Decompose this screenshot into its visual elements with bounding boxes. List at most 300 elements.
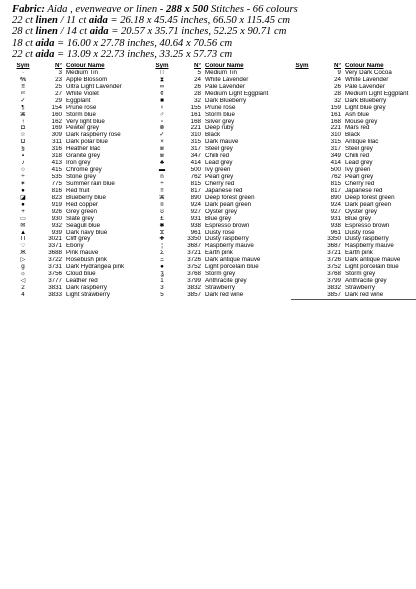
- thread-number: 168: [330, 118, 341, 125]
- table-row: [291, 105, 416, 112]
- stitch-symbol: [291, 236, 313, 243]
- stitch-symbol: ⧗: [159, 76, 165, 83]
- table-row: [291, 132, 416, 139]
- thread-number: 317: [330, 146, 341, 153]
- table-row: [291, 216, 416, 223]
- colour-name: Pearl grey: [205, 174, 234, 181]
- colour-name: Leather red: [66, 278, 98, 285]
- thread-number: 3371: [48, 243, 62, 250]
- table-row: [291, 188, 416, 195]
- colour-name: Heather lilac: [66, 146, 101, 153]
- size-line-28ct-linen: [12, 26, 410, 37]
- stitch-symbol: ♀: [159, 104, 165, 111]
- table-row: [12, 112, 140, 119]
- stitch-symbol: ¤: [160, 201, 164, 208]
- table-row: [291, 250, 416, 257]
- colour-name: Chrome grey: [66, 167, 102, 174]
- colour-name: Dark pearl green: [205, 201, 252, 208]
- thread-number: 924: [330, 201, 341, 208]
- colour-name: Light blue grey: [345, 104, 386, 111]
- table-row: [12, 236, 140, 243]
- thread-number: 221: [330, 125, 341, 132]
- stitch-symbol: [291, 112, 313, 119]
- thread-number: 3350: [187, 236, 201, 243]
- thread-number: 931: [330, 215, 341, 222]
- colour-name: Raspberry mauve: [205, 243, 254, 250]
- table-row: [291, 84, 416, 91]
- colour-name: Storm grey: [205, 271, 236, 278]
- colour-name: Deep forest green: [345, 194, 395, 201]
- colour-name: Silver grey: [205, 118, 235, 125]
- fabric-header: [12, 4, 410, 60]
- column-header-row: [12, 63, 140, 70]
- stitch-symbol: ñ: [160, 174, 164, 181]
- thread-number: 32: [194, 97, 201, 104]
- stitch-symbol: [291, 278, 313, 285]
- stitch-symbol: ●: [21, 201, 25, 208]
- colour-name: Chilli red: [205, 153, 230, 160]
- thread-number: 3721: [327, 250, 341, 257]
- table-row: [151, 202, 279, 209]
- size-dimensions: = 16.00 x 27.78 inches, 40.64 x 70.56 cm: [54, 37, 233, 49]
- colour-name: Steel grey: [345, 146, 373, 153]
- thread-number: 24: [334, 76, 341, 83]
- colour-name: Iron grey: [66, 160, 91, 167]
- stitch-symbol: ×: [160, 139, 164, 146]
- thread-number: 816: [51, 187, 62, 194]
- stitch-symbol: ▬: [158, 167, 166, 174]
- colour-name: Seagull blue: [66, 222, 101, 229]
- table-row: [12, 230, 140, 237]
- thread-number: 3833: [48, 291, 62, 298]
- colour-name: Light porcelain blue: [345, 264, 399, 271]
- colour-name: White Lavender: [345, 76, 389, 83]
- thread-number: 3726: [327, 257, 341, 264]
- thread-number: 3350: [327, 236, 341, 243]
- stitch-symbol: ∞: [159, 83, 165, 90]
- colour-name: Ivy green: [205, 167, 231, 174]
- colour-name: Granite grey: [66, 153, 101, 160]
- table-row: [151, 112, 279, 119]
- stitch-symbol: 1: [160, 278, 164, 285]
- colour-name: Medium Tin: [66, 69, 98, 76]
- thread-number: 3799: [187, 278, 201, 285]
- colour-name: Strawberry: [345, 285, 375, 292]
- stitch-symbol: Ж: [20, 250, 26, 257]
- stitch-symbol: ʊ: [160, 208, 164, 215]
- thread-number: 3687: [327, 243, 341, 250]
- table-row: [151, 264, 279, 271]
- colour-name: Red fruit: [66, 187, 90, 194]
- thread-number: 762: [190, 174, 201, 181]
- colour-rows: [12, 70, 140, 299]
- colour-name: Dark Blueberry: [345, 97, 387, 104]
- colour-name: Black: [205, 132, 221, 139]
- stitch-symbol: ⧖: [159, 229, 165, 236]
- stitch-symbol: ✚: [159, 236, 165, 243]
- thread-number: 3831: [48, 285, 62, 292]
- thread-number: 3021: [48, 236, 62, 243]
- table-row: [291, 119, 416, 126]
- stitch-symbol: ✓: [20, 97, 26, 104]
- colour-name-header: Colour Name: [205, 63, 244, 70]
- table-row: [151, 84, 279, 91]
- thread-number: 817: [330, 187, 341, 194]
- thread-number: 500: [330, 167, 341, 174]
- colour-name: Deep ruby: [205, 125, 234, 132]
- colour-name: Cliff grey: [66, 236, 91, 243]
- table-row: [151, 167, 279, 174]
- thread-number: 3: [58, 69, 62, 76]
- table-row: [291, 230, 416, 237]
- colour-name: Very Dark Cocoa: [345, 69, 392, 76]
- size-dimensions: = 20.57 x 35.71 inches, 52.25 x 90.71 cm: [108, 26, 287, 38]
- table-row: [151, 98, 279, 105]
- table-row: [12, 139, 140, 146]
- stitch-symbol: [291, 209, 313, 216]
- stitch-symbol: ■: [160, 97, 164, 104]
- table-row: [151, 153, 279, 160]
- colour-name: Earth pink: [205, 250, 233, 257]
- thread-number: 815: [330, 180, 341, 187]
- thread-number: 168: [190, 118, 201, 125]
- stitch-symbol: [291, 188, 313, 195]
- table-row: [12, 77, 140, 84]
- colour-name: Dark antique mauve: [205, 257, 261, 264]
- colour-name: Dark mauve: [205, 139, 239, 146]
- colour-name: Chilli red: [345, 153, 370, 160]
- table-row: [12, 195, 140, 202]
- table-row: [151, 132, 279, 139]
- thread-number: 161: [330, 111, 341, 118]
- colour-name: Steel grey: [205, 146, 233, 153]
- stitch-symbol: ♡: [20, 243, 26, 250]
- thread-number: 315: [190, 139, 201, 146]
- stitch-count: 288 x 500: [165, 4, 209, 15]
- colour-name: Mouse grey: [345, 118, 378, 125]
- colour-name: Lead grey: [205, 160, 233, 167]
- thread-number: 932: [51, 222, 62, 229]
- stitch-symbol: Π: [20, 236, 26, 243]
- stitch-symbol: Ω: [20, 139, 26, 146]
- table-row: [12, 250, 140, 257]
- table-row: [291, 174, 416, 181]
- colour-name: Summer rain blue: [66, 180, 115, 187]
- stitch-symbol: ✓: [159, 132, 165, 139]
- stitch-symbol: [291, 91, 313, 98]
- table-row: [291, 98, 416, 105]
- table-row: [12, 153, 140, 160]
- thread-number: 3688: [48, 250, 62, 257]
- colour-name: Pewter grey: [66, 125, 100, 132]
- column-header-row: [291, 63, 416, 70]
- thread-number: 938: [190, 222, 201, 229]
- colour-name: Espresso brown: [205, 222, 250, 229]
- colour-rows: [151, 70, 279, 299]
- stitch-symbol: [291, 223, 313, 230]
- table-row: [291, 160, 416, 167]
- colour-name: Medium Light Eggplant: [205, 90, 269, 97]
- table-row: [151, 160, 279, 167]
- table-row: [12, 278, 140, 285]
- colour-name-header: Colour Name: [66, 63, 105, 70]
- table-row: [12, 132, 140, 139]
- stitch-symbol: ※: [159, 153, 165, 160]
- size-count: 18 ct: [12, 37, 36, 49]
- size-count-alt: / 14 ct: [57, 26, 90, 38]
- colour-name: Very light blue: [66, 118, 105, 125]
- colour-name: Espresso brown: [345, 222, 390, 229]
- stitch-symbol: 2: [21, 285, 25, 292]
- stitch-symbol: !!: [160, 187, 164, 194]
- table-row: [151, 250, 279, 257]
- thread-number: 890: [330, 194, 341, 201]
- thread-number: 927: [330, 208, 341, 215]
- thread-number: 3857: [327, 291, 341, 298]
- stitch-symbol: ¦: [161, 243, 163, 250]
- colour-name: Pale Lavender: [205, 83, 245, 90]
- stitch-symbol: 3: [160, 285, 164, 292]
- stitch-symbol: [291, 153, 313, 160]
- thread-number: 823: [51, 194, 62, 201]
- stitch-symbol: [291, 139, 313, 146]
- stitch-symbol: Ξ: [159, 257, 165, 264]
- colour-name: Dark polar blue: [66, 139, 108, 146]
- colour-name: Raspberry mauve: [345, 243, 394, 250]
- size-count: 22 ct: [12, 48, 36, 60]
- table-row: [291, 257, 416, 264]
- table-row: [151, 91, 279, 98]
- colour-name: Light strawberry: [66, 291, 111, 298]
- table-row: [151, 181, 279, 188]
- thread-number: 815: [190, 180, 201, 187]
- thread-number: 3768: [327, 271, 341, 278]
- thread-number: 3722: [48, 257, 62, 264]
- table-row: [151, 278, 279, 285]
- table-row: [151, 119, 279, 126]
- table-row: [291, 202, 416, 209]
- thread-number: 349: [330, 153, 341, 160]
- stitch-symbol: ▭: [20, 215, 26, 222]
- colour-name: Antique lilac: [345, 139, 379, 146]
- stitch-symbol: [291, 160, 313, 167]
- colour-name: Earth pink: [345, 250, 373, 257]
- colour-name: Apple Blossom: [66, 76, 108, 83]
- thread-number: 162: [51, 118, 62, 125]
- table-row: [12, 70, 140, 77]
- colour-name: Dark Blueberry: [205, 97, 247, 104]
- colour-name: Grey green: [66, 208, 97, 215]
- stitch-symbol: [291, 285, 313, 292]
- stitch-symbol: ∷: [160, 69, 164, 76]
- table-row: [291, 292, 416, 300]
- table-row: [12, 125, 140, 132]
- colour-name: Dark navy blue: [66, 229, 108, 236]
- table-row: [12, 98, 140, 105]
- colour-name: Anthracite grey: [205, 278, 247, 285]
- size-count: 22 ct: [12, 15, 36, 27]
- thread-number: 309: [51, 132, 62, 139]
- stitch-symbol: [291, 70, 313, 77]
- colour-name: Ivy green: [345, 167, 371, 174]
- colour-name: Storm blue: [205, 111, 235, 118]
- colour-name: Dusty raspberry: [205, 236, 249, 243]
- stitch-symbol: ·: [21, 69, 25, 76]
- thread-number: 26: [194, 83, 201, 90]
- thread-number: 24: [194, 76, 201, 83]
- stitch-symbol: ✶: [20, 180, 26, 187]
- colour-name: Slate grey: [66, 215, 94, 222]
- table-row: [151, 188, 279, 195]
- size-line-22ct-linen: [12, 15, 410, 26]
- colour-name: Prune rose: [66, 104, 97, 111]
- table-row: [291, 70, 416, 77]
- colour-name: White Lavender: [205, 76, 249, 83]
- table-row: [12, 188, 140, 195]
- table-row: [151, 209, 279, 216]
- fabric-types: Aida , evenweave or linen -: [44, 4, 166, 15]
- colour-name: Dusty rose: [205, 229, 235, 236]
- table-row: [12, 243, 140, 250]
- stitch-symbol: ÷: [21, 174, 25, 181]
- thread-number: 3752: [327, 264, 341, 271]
- thread-number: 28: [334, 90, 341, 97]
- colour-name: Anthracite grey: [345, 278, 387, 285]
- stitch-symbol: [291, 132, 313, 139]
- thread-number: 25: [55, 83, 62, 90]
- table-row: [12, 292, 140, 299]
- table-row: [151, 195, 279, 202]
- stitch-symbol: ☼: [20, 271, 26, 278]
- colour-name: Storm blue: [66, 111, 96, 118]
- stitch-symbol: £: [160, 215, 164, 222]
- table-row: [12, 257, 140, 264]
- table-row: [151, 216, 279, 223]
- thread-number: 3752: [187, 264, 201, 271]
- thread-number: 3777: [48, 278, 62, 285]
- stitch-symbol: ●: [21, 187, 25, 194]
- thread-number: 3726: [187, 257, 201, 264]
- table-row: [12, 209, 140, 216]
- fabric-label: Fabric:: [12, 4, 45, 15]
- thread-number: 9: [337, 69, 341, 76]
- size-dimensions: = 13.09 x 22.73 inches, 33.25 x 57.73 cm: [54, 48, 233, 60]
- thread-number: 161: [190, 111, 201, 118]
- stitch-symbol: [291, 125, 313, 132]
- thread-number: 3731: [48, 264, 62, 271]
- stitch-symbol: [291, 181, 313, 188]
- stitch-symbol: ℁: [19, 76, 27, 83]
- thread-number: 413: [51, 160, 62, 167]
- colour-key-column: [12, 63, 140, 299]
- table-row: [291, 243, 416, 250]
- table-row: [12, 167, 140, 174]
- table-row: [12, 146, 140, 153]
- stitch-symbol: ▲: [19, 229, 27, 236]
- thread-number: 939: [51, 229, 62, 236]
- size-line-18ct-aida: [12, 38, 410, 49]
- thread-number: 927: [190, 208, 201, 215]
- stitch-symbol: Σ: [160, 250, 164, 257]
- colour-name: White Violet: [66, 90, 99, 97]
- stitch-symbol: ¶: [21, 104, 25, 111]
- stitch-symbol: ¢: [160, 90, 164, 97]
- colour-name: Oyster grey: [345, 208, 377, 215]
- colour-name: Japanese red: [205, 187, 243, 194]
- stitch-symbol: ▪: [21, 153, 25, 160]
- colour-key-tables: [12, 63, 410, 303]
- thread-number: 961: [330, 229, 341, 236]
- stitch-symbol: [291, 202, 313, 209]
- colour-name: Pale Lavender: [345, 83, 385, 90]
- colour-name: Dusty raspberry: [345, 236, 389, 243]
- size-count: 28 ct: [12, 26, 36, 38]
- size-dimensions: = 26.18 x 45.45 inches, 66.50 x 115.45 cm: [107, 15, 291, 27]
- thread-number: 926: [51, 208, 62, 215]
- stitch-symbol: 4: [21, 291, 25, 298]
- stitch-symbol: ⌘: [158, 194, 166, 201]
- table-row: [151, 271, 279, 278]
- thread-number: 931: [190, 215, 201, 222]
- thread-number: 315: [330, 139, 341, 146]
- thread-number: 3832: [187, 285, 201, 292]
- stitch-symbol: ◘: [21, 125, 25, 132]
- colour-name: Cherry red: [345, 180, 375, 187]
- stitch-symbol: ▫: [160, 118, 164, 125]
- stitch-symbol: ◁: [20, 278, 26, 285]
- colour-name: Ebony: [66, 243, 84, 250]
- colour-name: Blue grey: [205, 215, 232, 222]
- thread-number: 23: [55, 76, 62, 83]
- stitch-symbol: ○: [21, 167, 25, 174]
- colour-name: Prune rose: [205, 104, 236, 111]
- colour-rows: [291, 70, 416, 300]
- stitch-symbol: ≡: [21, 83, 25, 90]
- colour-name: Stone grey: [66, 174, 96, 181]
- thread-number: 762: [330, 174, 341, 181]
- table-row: [291, 153, 416, 160]
- thread-number: 415: [51, 167, 62, 174]
- table-row: [151, 223, 279, 230]
- colour-name: Blueberry blue: [66, 194, 106, 201]
- colour-name: Red copper: [66, 201, 98, 208]
- thread-number: 3832: [327, 285, 341, 292]
- table-row: [291, 181, 416, 188]
- colour-name: Light porcelain blue: [205, 264, 259, 271]
- table-row: [291, 112, 416, 119]
- table-row: [12, 174, 140, 181]
- table-row: [151, 174, 279, 181]
- table-row: [291, 77, 416, 84]
- colour-name: Cloud blue: [66, 271, 96, 278]
- thread-number: 316: [51, 146, 62, 153]
- stitch-symbol: +: [21, 208, 25, 215]
- table-row: [291, 91, 416, 98]
- thread-number: 32: [334, 97, 341, 104]
- stitch-symbol: [291, 77, 313, 84]
- colour-name: Lead grey: [345, 160, 373, 167]
- table-row: [151, 257, 279, 264]
- thread-number: 310: [330, 132, 341, 139]
- thread-number: 938: [330, 222, 341, 229]
- size-fabric: aida: [35, 37, 55, 49]
- thread-number: 890: [190, 194, 201, 201]
- table-row: [291, 223, 416, 230]
- table-row: [291, 285, 416, 292]
- stitch-symbol: ʓ: [160, 271, 164, 278]
- colour-name: Oyster grey: [205, 208, 237, 215]
- thread-number: 5: [197, 69, 201, 76]
